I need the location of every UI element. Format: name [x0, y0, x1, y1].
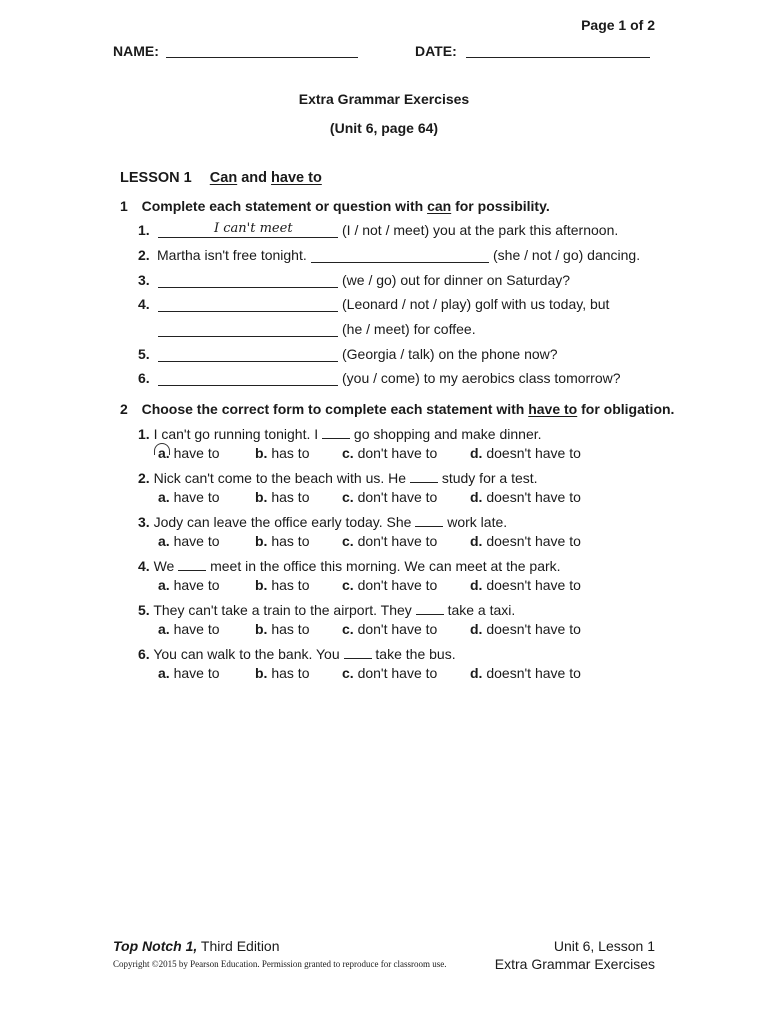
option-text: doesn't have to: [486, 577, 581, 593]
option-letter: b.: [255, 489, 268, 505]
question-after: go shopping and make dinner.: [353, 426, 542, 442]
page-title: Extra Grammar Exercises: [298, 91, 470, 107]
option-text: has to: [271, 445, 310, 461]
question-before: They can't take a train to the airport. They: [153, 602, 412, 618]
question-after: take the bus.: [375, 646, 456, 662]
option-b[interactable]: [255, 533, 309, 549]
question-number: 6: [138, 646, 146, 662]
footer-edition: Third Edition: [200, 938, 280, 954]
question-stem: 6. You can walk to the bank. You take the bus.: [138, 646, 456, 662]
item-pre-text: Martha isn't free tonight.: [157, 247, 307, 263]
item-number: 5.: [138, 346, 150, 362]
option-letter: c.: [342, 445, 354, 461]
option-letter: d.: [470, 489, 483, 505]
option-text: don't have to: [357, 533, 438, 549]
question-stem: 3. Jody can leave the office early today. She work late.: [138, 514, 508, 530]
option-a[interactable]: [158, 577, 220, 593]
item-text: (he / meet) for coffee.: [342, 321, 476, 337]
option-text: have to: [173, 533, 220, 549]
option-text: have to: [173, 665, 220, 681]
footer-unit: Unit 6, Lesson 1: [553, 938, 655, 954]
section1-number: 1: [120, 198, 128, 214]
option-b[interactable]: [255, 621, 309, 637]
question-after: meet in the office this morning. We can meet at the park.: [210, 558, 561, 574]
section2-suffix: for obligation.: [581, 401, 675, 417]
question-number: 2: [138, 470, 146, 486]
option-d[interactable]: [470, 445, 581, 461]
option-a[interactable]: [158, 489, 220, 505]
option-c[interactable]: [342, 621, 437, 637]
question-after: work late.: [447, 514, 508, 530]
question-stem: 2. Nick can't come to the beach with us. He study for a test.: [138, 470, 538, 486]
option-letter: c.: [342, 577, 354, 593]
option-c[interactable]: [342, 665, 437, 681]
option-b[interactable]: [255, 489, 309, 505]
item-text: (I / not / meet) you at the park this afternoon.: [342, 222, 619, 238]
question-stem: 5. They can't take a train to the airport. They take a taxi.: [138, 602, 516, 618]
section1-prefix: Complete each statement or question with: [141, 198, 424, 214]
footer-book: [113, 938, 280, 954]
option-letter: a.: [158, 489, 170, 505]
lesson-number: LESSON 1: [120, 170, 192, 186]
footer-section: Extra Grammar Exercises: [494, 956, 655, 972]
answer-blank[interactable]: [344, 657, 372, 659]
option-letter: a.: [158, 533, 170, 549]
answer-blank[interactable]: [416, 613, 444, 615]
option-text: doesn't have to: [486, 621, 581, 637]
option-letter: c.: [342, 665, 354, 681]
option-letter: d.: [470, 445, 483, 461]
option-d[interactable]: [470, 621, 581, 637]
option-letter: a.: [158, 665, 170, 681]
option-text: doesn't have to: [486, 665, 581, 681]
option-c[interactable]: [342, 577, 437, 593]
option-d[interactable]: [470, 665, 581, 681]
question-before: Nick can't come to the beach with us. He: [153, 470, 407, 486]
option-text: don't have to: [357, 621, 438, 637]
option-letter: d.: [470, 533, 483, 549]
option-a[interactable]: [158, 533, 220, 549]
question-before: I can't go running tonight. I: [153, 426, 319, 442]
option-letter: b.: [255, 445, 268, 461]
option-letter: b.: [255, 621, 268, 637]
option-a[interactable]: [158, 665, 220, 681]
question-number: 3: [138, 514, 146, 530]
section2-prefix: Choose the correct form to complete each statement with: [141, 401, 525, 417]
option-d[interactable]: [470, 577, 581, 593]
question-number: 1: [138, 426, 146, 442]
question-stem: 4. We meet in the office this morning. We can meet at the park.: [138, 558, 561, 574]
option-letter: c.: [342, 489, 354, 505]
option-letter: c.: [342, 621, 354, 637]
item-text: (we / go) out for dinner on Saturday?: [342, 272, 571, 288]
section2-number: 2: [120, 401, 128, 417]
answer-blank[interactable]: [322, 437, 350, 439]
page-number: Page 1 of 2: [581, 17, 655, 33]
option-text: has to: [271, 577, 310, 593]
option-text: don't have to: [357, 665, 438, 681]
lesson-word-can: Can: [209, 170, 238, 186]
question-after: take a taxi.: [447, 602, 516, 618]
item-number: 3.: [138, 272, 150, 288]
answer-blank[interactable]: [178, 569, 206, 571]
page-subtitle: (Unit 6, page 64): [329, 120, 439, 136]
handwritten-answer: I can't meet: [214, 221, 293, 236]
option-letter: d.: [470, 577, 483, 593]
option-letter: a.: [158, 577, 170, 593]
footer-book-title: Top Notch 1,: [113, 938, 198, 954]
question-number: 5: [138, 602, 146, 618]
lesson-and: and: [241, 170, 267, 186]
option-b[interactable]: [255, 445, 309, 461]
option-text: have to: [173, 445, 220, 461]
section2-keyword: have to: [528, 401, 578, 417]
option-text: doesn't have to: [486, 489, 581, 505]
name-label: NAME:: [113, 43, 159, 59]
option-c[interactable]: [342, 533, 437, 549]
option-text: has to: [271, 665, 310, 681]
date-label: DATE:: [415, 43, 457, 59]
section1-suffix: for possibility.: [455, 198, 550, 214]
question-before: You can walk to the bank. You: [153, 646, 340, 662]
lesson-word-have-to: have to: [271, 170, 322, 186]
item-number: 2.: [138, 247, 150, 263]
item-number: 4.: [138, 296, 150, 312]
option-b[interactable]: [255, 665, 309, 681]
option-text: has to: [271, 533, 310, 549]
footer-copyright: Copyright ©2015 by Pearson Education. Permission granted to reproduce for classroom use.: [113, 959, 447, 969]
section1-keyword: can: [427, 198, 452, 214]
option-letter: d.: [470, 621, 483, 637]
question-before: Jody can leave the office early today. She: [153, 514, 412, 530]
option-d[interactable]: [470, 533, 581, 549]
option-letter: a.: [158, 621, 170, 637]
option-text: have to: [173, 489, 220, 505]
option-d[interactable]: [470, 489, 581, 505]
option-c[interactable]: [342, 489, 437, 505]
option-text: don't have to: [357, 445, 438, 461]
answer-circle-mark: [154, 443, 170, 455]
question-stem: 1. I can't go running tonight. I go shopping and make dinner.: [138, 426, 542, 442]
item-number: 1.: [138, 222, 150, 238]
question-number: 4: [138, 558, 146, 574]
item-text: (Leonard / not / play) golf with us today, but: [342, 296, 610, 312]
option-letter: b.: [255, 533, 268, 549]
option-text: have to: [173, 577, 220, 593]
option-letter: b.: [255, 577, 268, 593]
question-before: We: [153, 558, 175, 574]
option-text: has to: [271, 489, 310, 505]
question-after: study for a test.: [441, 470, 538, 486]
option-text: have to: [173, 621, 220, 637]
option-text: doesn't have to: [486, 533, 581, 549]
option-b[interactable]: [255, 577, 309, 593]
option-letter: c.: [342, 533, 354, 549]
item-text: (Georgia / talk) on the phone now?: [342, 346, 558, 362]
answer-blank[interactable]: [410, 481, 438, 483]
item-number: 6.: [138, 370, 150, 386]
answer-blank[interactable]: [415, 525, 443, 527]
option-letter: d.: [470, 665, 483, 681]
option-text: don't have to: [357, 577, 438, 593]
option-text: has to: [271, 621, 310, 637]
option-letter: b.: [255, 665, 268, 681]
item-text: (you / come) to my aerobics class tomorrow?: [342, 370, 621, 386]
option-text: doesn't have to: [486, 445, 581, 461]
option-c[interactable]: [342, 445, 437, 461]
item-text: (she / not / go) dancing.: [493, 247, 641, 263]
option-text: don't have to: [357, 489, 438, 505]
option-letter: a.: [158, 445, 170, 461]
option-a[interactable]: [158, 621, 220, 637]
